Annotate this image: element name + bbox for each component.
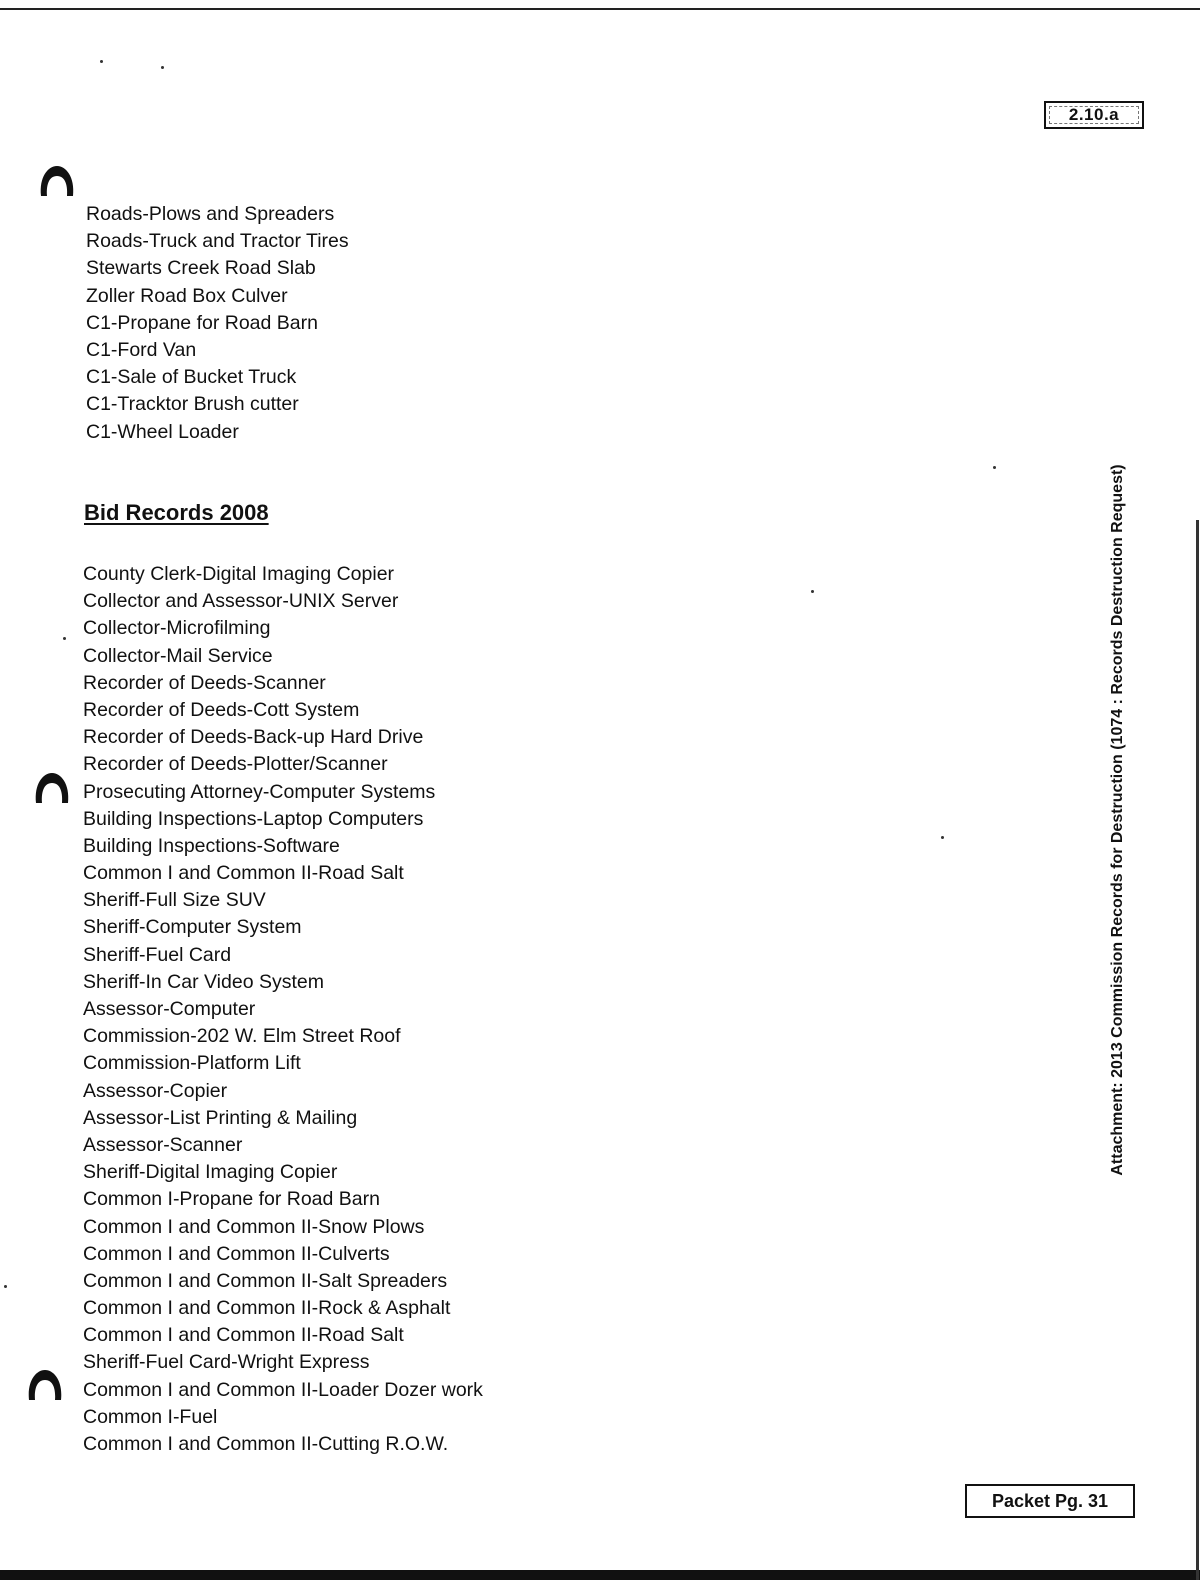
- list-item: Common I and Common II-Culverts: [83, 1242, 390, 1265]
- top-border-line: [0, 8, 1200, 10]
- list-item: Sheriff-Digital Imaging Copier: [83, 1161, 338, 1184]
- list-item: Common I and Common II-Rock & Asphalt: [83, 1297, 451, 1320]
- list-item: Prosecuting Attorney-Computer Systems: [83, 780, 436, 803]
- right-edge-line: [1196, 520, 1199, 1580]
- list-item: Roads-Truck and Tractor Tires: [86, 230, 349, 253]
- list-item: Collector-Mail Service: [83, 644, 273, 667]
- list-item: Assessor-Copier: [83, 1079, 228, 1102]
- list-item: Recorder of Deeds-Plotter/Scanner: [83, 753, 388, 776]
- list-item: Sheriff-Full Size SUV: [83, 889, 266, 912]
- list-item: Common I and Common II-Loader Dozer work: [83, 1378, 483, 1401]
- list-item: Sheriff-Fuel Card: [83, 943, 232, 966]
- list-item: Assessor-Scanner: [83, 1133, 243, 1156]
- list-item: Common I and Common II-Road Salt: [83, 1324, 404, 1347]
- scan-speck: [4, 1285, 7, 1288]
- list-item: Commission-202 W. Elm Street Roof: [83, 1025, 401, 1048]
- bid-records-list: [83, 561, 483, 1458]
- hole-punch-mark-icon: [38, 163, 76, 197]
- scan-speck: [993, 466, 996, 469]
- list-item: C1-Ford Van: [86, 338, 197, 361]
- list-item: Collector and Assessor-UNIX Server: [83, 590, 399, 613]
- list-item: County Clerk-Digital Imaging Copier: [83, 563, 395, 585]
- packet-page-number: Packet Pg. 31: [965, 1484, 1135, 1518]
- scan-speck: [100, 60, 103, 63]
- list-item: Stewarts Creek Road Slab: [86, 257, 316, 280]
- list-item: Zoller Road Box Culver: [86, 284, 288, 307]
- bottom-border-line: [0, 1570, 1200, 1580]
- list-item: C1-Tracktor Brush cutter: [86, 393, 299, 416]
- hole-punch-mark-icon: [26, 1367, 64, 1401]
- list-item: C1-Propane for Road Barn: [86, 311, 318, 334]
- agenda-item-tag: 2.10.a: [1044, 101, 1144, 129]
- scan-speck: [63, 637, 66, 640]
- scan-speck: [161, 66, 164, 69]
- list-item: Sheriff-Computer System: [83, 916, 302, 939]
- list-item: Recorder of Deeds-Cott System: [83, 698, 360, 721]
- list-item: Common I and Common II-Road Salt: [83, 862, 404, 885]
- attachment-sidebar-label: Attachment: 2013 Commission Records for Destruction (1074 : Records Destruction Request): [1109, 464, 1126, 1176]
- section-heading: Bid Records 2008: [84, 500, 269, 525]
- list-item: Recorder of Deeds-Back-up Hard Drive: [83, 726, 424, 749]
- list-item: Common I and Common II-Cutting R.O.W.: [83, 1433, 449, 1455]
- list-item: Roads-Plows and Spreaders: [86, 203, 335, 225]
- list-item: Common I-Propane for Road Barn: [83, 1188, 380, 1211]
- list-item: Common I-Fuel: [83, 1405, 218, 1428]
- scan-speck: [941, 836, 944, 839]
- list-item: Assessor-List Printing & Mailing: [83, 1106, 358, 1129]
- list-item: Collector-Microfilming: [83, 617, 271, 640]
- list-item: Commission-Platform Lift: [83, 1052, 301, 1075]
- list-item: C1-Wheel Loader: [86, 420, 239, 443]
- list-item: Common I and Common II-Salt Spreaders: [83, 1269, 448, 1292]
- list-item: Sheriff-In Car Video System: [83, 970, 324, 993]
- list-item: Assessor-Computer: [83, 998, 256, 1020]
- list-item: Recorder of Deeds-Scanner: [83, 671, 326, 694]
- list-item: C1-Sale of Bucket Truck: [86, 366, 297, 389]
- list-item: Building Inspections-Software: [83, 834, 340, 857]
- list-item: Building Inspections-Laptop Computers: [83, 807, 424, 830]
- list-item: Common I and Common II-Snow Plows: [83, 1215, 425, 1238]
- hole-punch-mark-icon: [33, 770, 71, 804]
- scan-speck: [811, 590, 814, 593]
- list-item: Sheriff-Fuel Card-Wright Express: [83, 1351, 370, 1374]
- road-records-list: [86, 201, 349, 446]
